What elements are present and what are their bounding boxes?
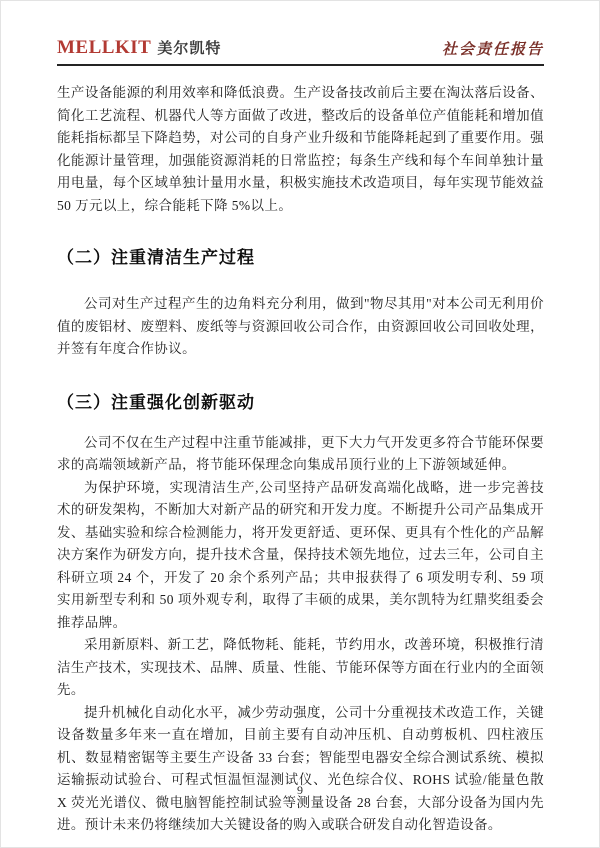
paragraph-innovation-3: 采用新原料、新工艺，降低物耗、能耗，节约用水，改善环境，积极推行清洁生产技术，实现技术、品牌、质量、性能、节能环保等方面在行业内的全面领先。 — [57, 637, 544, 697]
section-heading-clean-production: （二）注重清洁生产过程 — [57, 248, 255, 267]
paragraph-clean-production: 公司对生产过程产生的边角料充分利用，做到"物尽其用"对本公司无利用价值的废铝材、废塑料、废纸等与资源回收公司合作，由资源回收公司回收处理，并签有年度合作协议。 — [57, 296, 544, 356]
brand-name-chinese: 美尔凯特 — [157, 40, 222, 57]
page-body — [57, 82, 544, 837]
page-number: 9 — [297, 783, 303, 797]
paragraph-innovation-4: 提升机械化自动化水平，减少劳动强度，公司十分重视技术改造工作，关键设备数量多年来一直在增加，目前主要有自动冲压机、自动剪板机、四柱液压机、数显精密锯等主要生产设备 33 台套；智能型电器安全综合测试系统、模拟运输振动试验台、可程式恒温恒湿测试仪、光色综合仪、ROHS 试验/能量色散 X 荧光光谱仪、微电脑智能控制试验等测量设备 28 台套，大部分设备为国内先进。预计未来仍将继续加大关键设备的购入或联合研发自动化智造设备。 — [57, 704, 544, 832]
brand-logo-text: MELLKIT — [57, 37, 152, 58]
page-footer — [1, 781, 599, 799]
report-title: 社会责任报告 — [441, 42, 544, 58]
section-heading-innovation: （三）注重强化创新驱动 — [57, 392, 255, 412]
paragraph-innovation-2: 为保护环境，实现清洁生产,公司坚持产品研发高端化战略，进一步完善技术的研发架构，不断加大对新产品的研究和开发力度。不断提升公司产品集成开发、基础实验和综合检测能力，将开发更舒适、更环保、更具有个性化的产品解决方案作为研发方向，提升技术含量，保持技术领先地位，过去三年，公司自主科研立项 24 个，开发了 20 余个系列产品；共申报获得了 6 项发明专利、59 项实用新型专利和 50 项外观专利，取得了丰硕的成果，美尔凯特为红鼎奖组委会推荐品牌。 — [57, 479, 544, 630]
page-header — [57, 37, 544, 66]
paragraph-continued: 生产设备能源的利用效率和降低浪费。生产设备技改前后主要在淘汰落后设备、简化工艺流程、机器代人等方面做了改进，整改后的设备单位产值能耗和增加值能耗指标都呈下降趋势，对公司的自身产业升级和节能降耗起到了重要作用。强化能源计量管理，加强能资源消耗的日常监控；每条生产线和每个车间单独计量用电量，每个区域单独计量用水量，积极实施技术改造项目，每年实现节能效益 50 万元以上，综合能耗下降 5%以上。 — [57, 85, 544, 213]
brand — [57, 37, 221, 59]
paragraph-innovation-1: 公司不仅在生产过程中注重节能减排，更下大力气开发更多符合节能环保要求的高端领域新产品，将节能环保理念向集成吊顶行业的上下游领域延伸。 — [57, 434, 544, 472]
